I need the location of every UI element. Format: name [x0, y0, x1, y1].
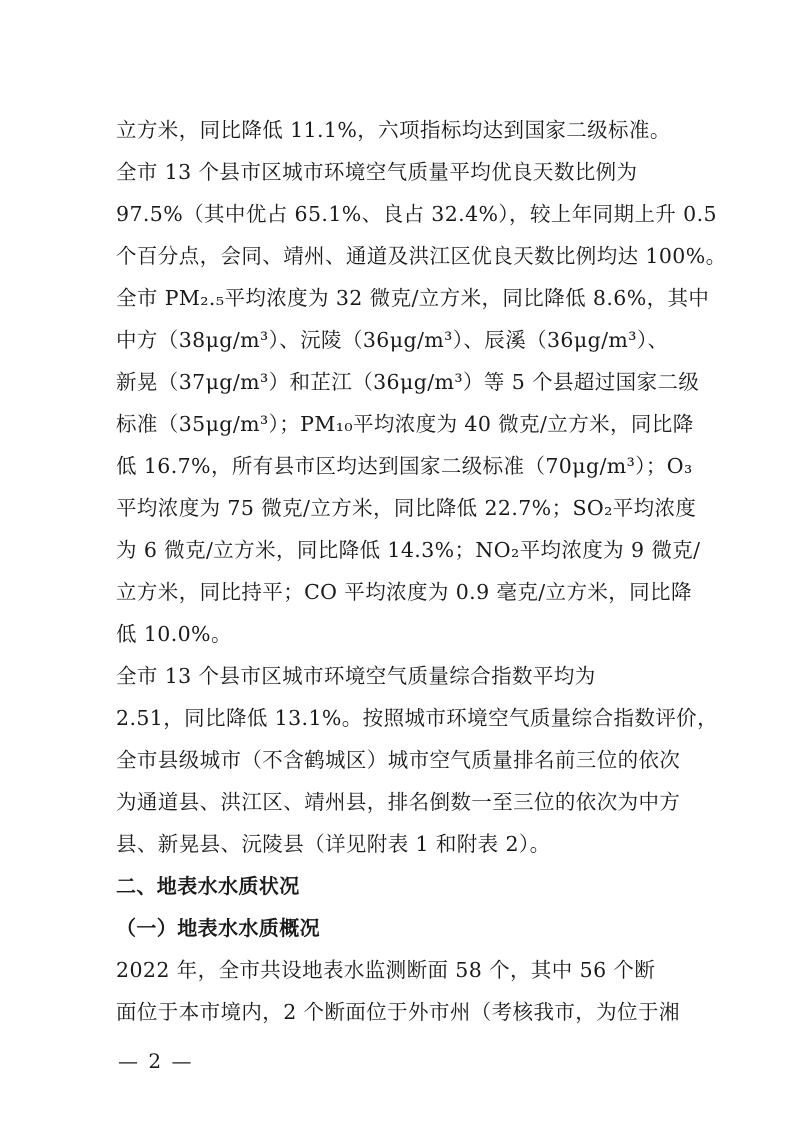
- body-text-line: 个百分点，会同、靖州、通道及洪江区优良天数比例均达 100%。: [116, 244, 727, 268]
- body-text-line: 2022 年，全市共设地表水监测断面 58 个，其中 56 个断: [116, 958, 656, 982]
- body-text-line: 为通道县、洪江区、靖州县，排名倒数一至三位的依次为中方: [116, 790, 681, 814]
- body-text-line: 立方米，同比降低 11.1%，六项指标均达到国家二级标准。: [116, 118, 671, 142]
- body-text-line: 全市县级城市（不含鹤城区）城市空气质量排名前三位的依次: [116, 748, 681, 772]
- body-text-line: 平均浓度为 75 微克/立方米，同比降低 22.7%；SO₂平均浓度: [116, 496, 697, 520]
- body-text-line: 2.51，同比降低 13.1%。按照城市环境空气质量综合指数评价，: [116, 706, 718, 730]
- body-text-line: 为 6 微克/立方米，同比降低 14.3%；NO₂平均浓度为 9 微克/: [116, 538, 701, 562]
- body-text-line: 低 16.7%，所有县市区均达到国家二级标准（70μg/m³）；O₃: [116, 454, 693, 478]
- body-text-line: 全市 PM₂.₅平均浓度为 32 微克/立方米，同比降低 8.6%，其中: [116, 286, 710, 310]
- body-text-line: 新晃（37μg/m³）和芷江（36μg/m³）等 5 个县超过国家二级: [116, 370, 700, 394]
- body-text-line: 县、新晃县、沅陵县（详见附表 1 和附表 2）。: [116, 832, 551, 856]
- page-number: — 2 —: [118, 1049, 194, 1073]
- body-text-line: 标准（35μg/m³）；PM₁₀平均浓度为 40 微克/立方米，同比降: [116, 412, 694, 436]
- body-text-line: 全市 13 个县市区城市环境空气质量综合指数平均为: [116, 664, 596, 688]
- body-text-line: 全市 13 个县市区城市环境空气质量平均优良天数比例为: [116, 160, 638, 184]
- body-text-line: 低 10.0%。: [116, 622, 232, 646]
- body-text-line: 面位于本市境内，2 个断面位于外市州（考核我市，为位于湘: [116, 1000, 680, 1024]
- body-text-line: 立方米，同比持平；CO 平均浓度为 0.9 毫克/立方米，同比降: [116, 580, 692, 604]
- subsection-heading: （一）地表水水质概况: [116, 916, 320, 940]
- section-heading: 二、地表水水质状况: [116, 874, 300, 898]
- body-text-line: 97.5%（其中优占 65.1%、良占 32.4%），较上年同期上升 0.5: [116, 202, 717, 226]
- body-text-line: 中方（38μg/m³）、沅陵（36μg/m³）、辰溪（36μg/m³）、: [116, 328, 669, 352]
